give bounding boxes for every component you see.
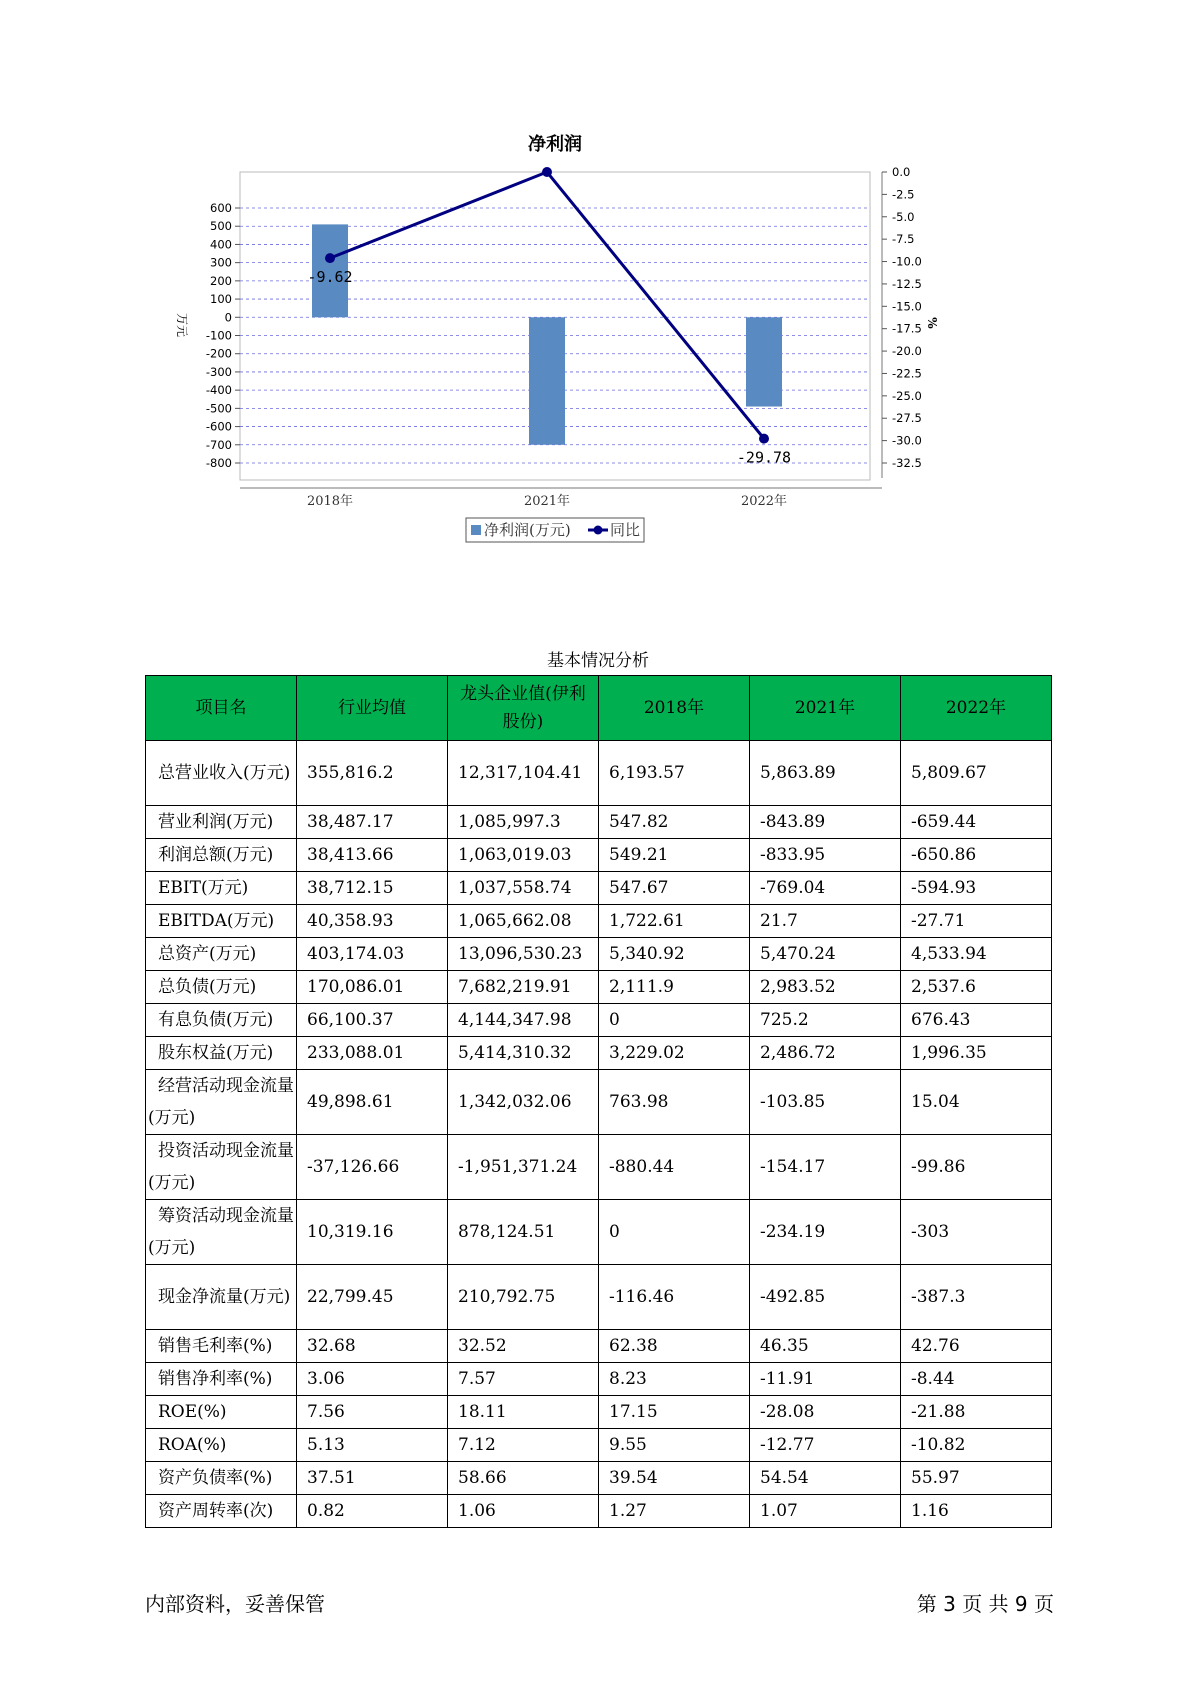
- row-label: 现金净流量(万元): [146, 1265, 297, 1330]
- table-cell: -880.44: [599, 1135, 750, 1200]
- table-cell: 13,096,530.23: [448, 938, 599, 971]
- table-cell: -387.3: [901, 1265, 1052, 1330]
- row-label: 总营业收入(万元): [146, 741, 297, 806]
- table-cell: 1,037,558.74: [448, 872, 599, 905]
- table-cell: 210,792.75: [448, 1265, 599, 1330]
- row-label: 筹资活动现金流量(万元): [146, 1200, 297, 1265]
- table-cell: 5,414,310.32: [448, 1037, 599, 1070]
- table-cell: 7.57: [448, 1363, 599, 1396]
- table-cell: -234.19: [750, 1200, 901, 1265]
- y2-tick-label: -10.0: [892, 254, 922, 269]
- table-cell: 1.16: [901, 1495, 1052, 1528]
- table-cell: 3.06: [297, 1363, 448, 1396]
- y2-tick-label: 0.0: [892, 165, 911, 179]
- y2-tick-label: -30.0: [892, 433, 922, 448]
- chart-svg: [150, 130, 1050, 600]
- table-cell: 0.82: [297, 1495, 448, 1528]
- table-cell: 1.07: [750, 1495, 901, 1528]
- table-cell: 547.67: [599, 872, 750, 905]
- table-row: [146, 1396, 1052, 1429]
- y-tick-label: 200: [210, 273, 232, 288]
- row-label: 资产周转率(次): [146, 1495, 297, 1528]
- table-cell: 46.35: [750, 1330, 901, 1363]
- table-cell: 1,065,662.08: [448, 905, 599, 938]
- table-row: [146, 1037, 1052, 1070]
- table-cell: -12.77: [750, 1429, 901, 1462]
- table-cell: 54.54: [750, 1462, 901, 1495]
- table-row: [146, 1429, 1052, 1462]
- table-cell: 2,486.72: [750, 1037, 901, 1070]
- table-cell: 7,682,219.91: [448, 971, 599, 1004]
- y2-axis-label: %: [925, 317, 939, 329]
- table-cell: 403,174.03: [297, 938, 448, 971]
- data-label: -9.62: [307, 268, 353, 287]
- table-cell: 32.68: [297, 1330, 448, 1363]
- legend-line-label: 同比: [610, 521, 641, 539]
- row-label: 利润总额(万元): [146, 839, 297, 872]
- table-cell: -116.46: [599, 1265, 750, 1330]
- row-label: 股东权益(万元): [146, 1037, 297, 1070]
- table-cell: 7.56: [297, 1396, 448, 1429]
- table-cell: 1,996.35: [901, 1037, 1052, 1070]
- table-cell: 549.21: [599, 839, 750, 872]
- row-label: 有息负债(万元): [146, 1004, 297, 1037]
- row-label: 销售净利率(%): [146, 1363, 297, 1396]
- table-cell: 5,863.89: [750, 741, 901, 806]
- y-tick-label: 600: [210, 201, 232, 215]
- table-cell: 32.52: [448, 1330, 599, 1363]
- table-cell: 1,722.61: [599, 905, 750, 938]
- table-cell: 37.51: [297, 1462, 448, 1495]
- table-row: [146, 905, 1052, 938]
- table-cell: 10,319.16: [297, 1200, 448, 1265]
- table-cell: 8.23: [599, 1363, 750, 1396]
- yoy-point: [325, 253, 335, 263]
- row-label: 资产负债率(%): [146, 1462, 297, 1495]
- table-cell: 18.11: [448, 1396, 599, 1429]
- table-caption: 基本情况分析: [547, 651, 649, 671]
- table-cell: -28.08: [750, 1396, 901, 1429]
- table-cell: 21.7: [750, 905, 901, 938]
- y2-tick-label: -5.0: [892, 209, 915, 224]
- y2-tick-label: -20.0: [892, 344, 922, 359]
- header-item-name: 项目名: [146, 676, 297, 741]
- table-cell: -650.86: [901, 839, 1052, 872]
- table-row: [146, 741, 1052, 806]
- table-cell: 12,317,104.41: [448, 741, 599, 806]
- table-cell: 22,799.45: [297, 1265, 448, 1330]
- y-tick-label: 400: [210, 237, 232, 252]
- y-tick-label: 500: [210, 219, 232, 234]
- row-label: EBIT(万元): [146, 872, 297, 905]
- yoy-point: [542, 167, 552, 177]
- table-cell: 7.12: [448, 1429, 599, 1462]
- table-cell: 55.97: [901, 1462, 1052, 1495]
- y-tick-label: 100: [210, 292, 232, 307]
- y2-tick-label: -7.5: [892, 232, 915, 247]
- table-cell: 15.04: [901, 1070, 1052, 1135]
- table-cell: 878,124.51: [448, 1200, 599, 1265]
- y2-tick-label: -2.5: [892, 187, 915, 202]
- footer-confidential: 内部资料，妥善保管: [145, 1592, 325, 1616]
- table-cell: 725.2: [750, 1004, 901, 1037]
- y-tick-label: -500: [205, 401, 232, 416]
- table-cell: 6,193.57: [599, 741, 750, 806]
- table-cell: 547.82: [599, 806, 750, 839]
- table-cell: 62.38: [599, 1330, 750, 1363]
- y2-tick-label: -25.0: [892, 388, 922, 403]
- y-tick-label: -700: [205, 437, 232, 452]
- table-header-row: [146, 676, 1052, 741]
- row-label: ROE(%): [146, 1396, 297, 1429]
- table-cell: -833.95: [750, 839, 901, 872]
- table-cell: 170,086.01: [297, 971, 448, 1004]
- x-tick-label: 2022年: [740, 494, 788, 509]
- footer-page-number: 第 3 页 共 9 页: [916, 1592, 1054, 1616]
- y-tick-label: -200: [205, 346, 232, 361]
- table-cell: 1,342,032.06: [448, 1070, 599, 1135]
- table-cell: 1,085,997.3: [448, 806, 599, 839]
- row-label: 经营活动现金流量(万元): [146, 1070, 297, 1135]
- table-cell: -8.44: [901, 1363, 1052, 1396]
- table-row: [146, 1363, 1052, 1396]
- y2-tick-label: -15.0: [892, 299, 922, 314]
- table-cell: 2,111.9: [599, 971, 750, 1004]
- table-cell: 0: [599, 1004, 750, 1037]
- table-cell: -10.82: [901, 1429, 1052, 1462]
- table-cell: -99.86: [901, 1135, 1052, 1200]
- table-cell: -769.04: [750, 872, 901, 905]
- table-cell: 763.98: [599, 1070, 750, 1135]
- table-row: [146, 872, 1052, 905]
- row-label: 销售毛利率(%): [146, 1330, 297, 1363]
- table-row: [146, 1200, 1052, 1265]
- table-cell: 5,470.24: [750, 938, 901, 971]
- table-cell: 39.54: [599, 1462, 750, 1495]
- bar: [746, 317, 782, 406]
- table-cell: 233,088.01: [297, 1037, 448, 1070]
- y-tick-label: -400: [205, 383, 232, 398]
- bar: [529, 317, 565, 445]
- table-cell: -1,951,371.24: [448, 1135, 599, 1200]
- table-cell: 38,413.66: [297, 839, 448, 872]
- data-label: -29.78: [736, 448, 792, 467]
- table-cell: 2,983.52: [750, 971, 901, 1004]
- basic-analysis-table: [145, 675, 1052, 1528]
- table-cell: -37,126.66: [297, 1135, 448, 1200]
- table-cell: -659.44: [901, 806, 1052, 839]
- table-cell: 4,144,347.98: [448, 1004, 599, 1037]
- table-row: [146, 1070, 1052, 1135]
- table-cell: 40,358.93: [297, 905, 448, 938]
- table-cell: -594.93: [901, 872, 1052, 905]
- table-cell: 42.76: [901, 1330, 1052, 1363]
- y-tick-label: -600: [205, 419, 232, 434]
- table-row: [146, 806, 1052, 839]
- y-tick-label: 0: [224, 310, 232, 325]
- table-cell: 355,816.2: [297, 741, 448, 806]
- table-cell: 66,100.37: [297, 1004, 448, 1037]
- x-tick-label: 2021年: [523, 494, 571, 509]
- y-tick-label: -300: [205, 364, 232, 379]
- table-cell: 5,809.67: [901, 741, 1052, 806]
- y2-tick-label: -22.5: [892, 366, 922, 381]
- table-cell: -103.85: [750, 1070, 901, 1135]
- header-leader-value: 龙头企业值(伊利股份): [448, 676, 599, 741]
- y2-tick-label: -17.5: [892, 321, 922, 336]
- yoy-point: [759, 434, 769, 444]
- y2-tick-label: -32.5: [892, 456, 922, 470]
- table-row: [146, 971, 1052, 1004]
- y-tick-label: -100: [205, 328, 232, 343]
- table-row: [146, 1462, 1052, 1495]
- table-cell: 0: [599, 1200, 750, 1265]
- table-cell: 49,898.61: [297, 1070, 448, 1135]
- table-cell: -11.91: [750, 1363, 901, 1396]
- net-profit-chart: [150, 130, 1050, 600]
- y-axis-label: 万元: [175, 312, 189, 338]
- table-cell: 676.43: [901, 1004, 1052, 1037]
- row-label: ROA(%): [146, 1429, 297, 1462]
- table-row: [146, 1265, 1052, 1330]
- table-cell: 58.66: [448, 1462, 599, 1495]
- y2-tick-label: -27.5: [892, 411, 922, 426]
- header-2021: 2021年: [750, 676, 901, 741]
- table-row: [146, 1135, 1052, 1200]
- legend-bar-label: 净利润(万元): [484, 521, 571, 539]
- table-cell: 1.06: [448, 1495, 599, 1528]
- table-cell: 1.27: [599, 1495, 750, 1528]
- legend-line-marker: [594, 526, 603, 535]
- header-industry-avg: 行业均值: [297, 676, 448, 741]
- table-cell: -492.85: [750, 1265, 901, 1330]
- row-label: 投资活动现金流量(万元): [146, 1135, 297, 1200]
- table-cell: 38,712.15: [297, 872, 448, 905]
- row-label: EBITDA(万元): [146, 905, 297, 938]
- table-cell: 2,537.6: [901, 971, 1052, 1004]
- table-cell: -27.71: [901, 905, 1052, 938]
- table-row: [146, 1004, 1052, 1037]
- table-cell: -303: [901, 1200, 1052, 1265]
- legend-bar-swatch: [471, 525, 481, 535]
- table-row: [146, 839, 1052, 872]
- table-cell: 17.15: [599, 1396, 750, 1429]
- y-tick-label: -800: [205, 456, 232, 470]
- table-cell: 4,533.94: [901, 938, 1052, 971]
- table-cell: 9.55: [599, 1429, 750, 1462]
- header-2022: 2022年: [901, 676, 1052, 741]
- table-cell: 5,340.92: [599, 938, 750, 971]
- chart-title: 净利润: [528, 134, 582, 155]
- row-label: 总负债(万元): [146, 971, 297, 1004]
- table-row: [146, 1330, 1052, 1363]
- table-row: [146, 938, 1052, 971]
- table-cell: 5.13: [297, 1429, 448, 1462]
- table-cell: 3,229.02: [599, 1037, 750, 1070]
- table-body: [146, 741, 1052, 1528]
- row-label: 营业利润(万元): [146, 806, 297, 839]
- y2-tick-label: -12.5: [892, 276, 922, 291]
- table-cell: 1,063,019.03: [448, 839, 599, 872]
- header-2018: 2018年: [599, 676, 750, 741]
- table-cell: -21.88: [901, 1396, 1052, 1429]
- table-cell: -154.17: [750, 1135, 901, 1200]
- y-tick-label: 300: [210, 255, 232, 270]
- table-row: [146, 1495, 1052, 1528]
- row-label: 总资产(万元): [146, 938, 297, 971]
- table-cell: -843.89: [750, 806, 901, 839]
- x-tick-label: 2018年: [306, 494, 354, 509]
- table-cell: 38,487.17: [297, 806, 448, 839]
